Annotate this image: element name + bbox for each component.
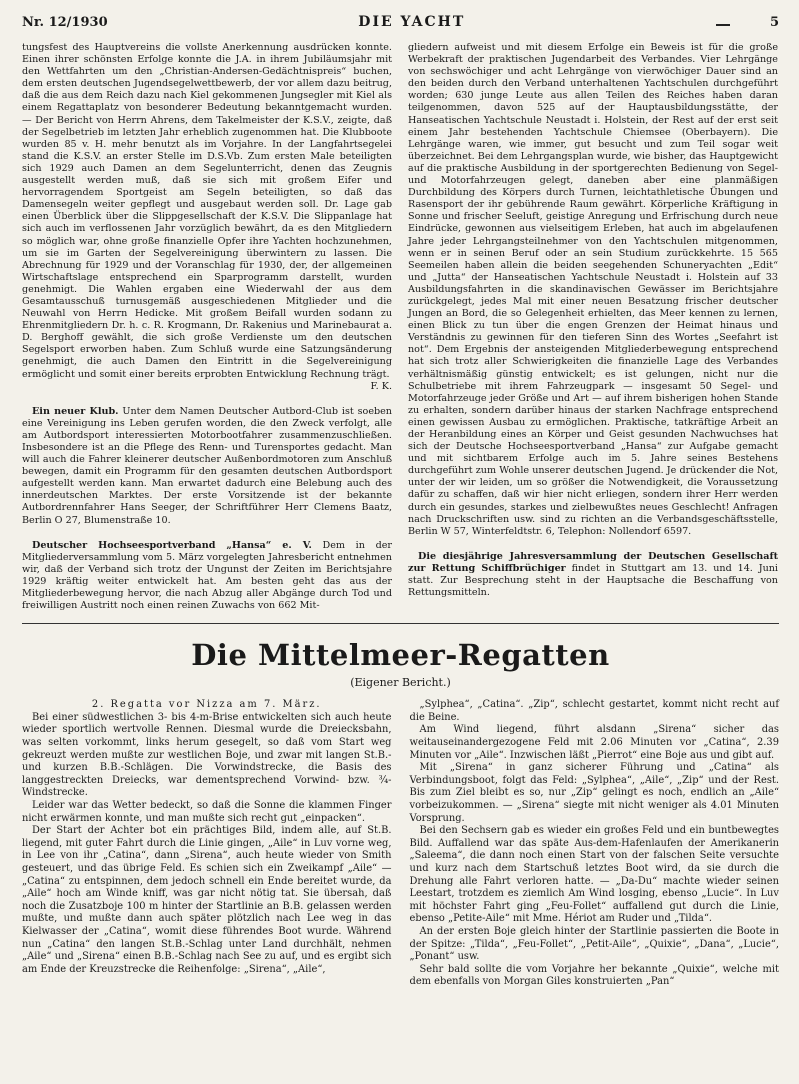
article-paragraph: Der Start der Achter bot ein prächtiges Bild, indem alle, auf St.B. liegend, mit guter Fahrt durch die Linie gingen, „Aile“ in Luv vorne weg, in Lee von ihr „Catina“, dann „Sirena“, auch heute wieder von Smith gesteuert, und das übrige Feld. Es schien sich ein Zweikampf „Aile“ — „Catina“ zu entspinnen, dem jedoch schnell ein Ende bereitet wurde, da „Aile“ hoch am Winde kniff, was gar nicht nötig tat. Sie übersah, daß noch die Zusatzboje 100 m hinter der Startlinie an B.B. gelassen werden mußte, und mußte dann auch später plötzlich nach Lee weg in das Kielwasser der „Catina“, womit diese führendes Boot wurde. Während nun „Catina“ den langen St.B.-Schlag unter Land durchhält, nehmen „Aile“ und „Sirena“ einen B.B.-Schlag nach See zu auf, und es ergibt sich am Ende der Kreuzstrecke die Reihenfolge: „Sirena“, „Aile“, [22, 825, 392, 975]
author-initials: F. K. [370, 380, 392, 392]
article-paragraph: Bei den Sechsern gab es wieder ein großes Feld und ein buntbewegtes Bild. Auffallend war das späte Aus-dem-Hafenlaufen der Amerikanerin „Saleema“, die dann noch einen Start von der falschen Seite versuchte und kurz nach dem Startschuß letztes Boot wird, da sie durch die Drehung alle Fahrt verloren hatte. — „Da-Du“ machte wieder seinen Leestart, trotzdem es ziemlich Am Wind losging, ebenso „Lucie“. In Luv mit höchster Fahrt ging „Feu-Follet“ auffallend gut durch die Linie, ebenso „Petite-Aile“ mit Mme. Hériot am Ruder und „Tilda“. [409, 825, 779, 925]
article-paragraph: „Sylphea“, „Catina“. „Zip“, schlecht gestartet, kommt nicht recht auf die Beine. [409, 699, 779, 723]
hansa-paragraph [22, 540, 392, 613]
regatta-heading: 2. Regatta vor Nizza am 7. März. [91, 699, 322, 711]
article-paragraph: Bei einer südwestlichen 3- bis 4-m-Brise entwickelten sich auch heute wieder sportlich wertvolle Rennen. Diesmal wurde die Dreiecksbahn, was selten vorkommt, links herum gesegelt, so daß vom Start weg gekreuzt werden mußte zur westlichen Boje, und zwar mit langen St.B.- und kurzen B.B.-Schlägen. Die Vorwindstrecke, die Basis des langgestreckten Dreiecks, war dementsprechend Vorwind- bzw. ¾-Windstrecke. [22, 711, 392, 799]
new-club-heading: Ein neuer Klub. [32, 405, 119, 417]
article-paragraph: An der ersten Boje gleich hinter der Startlinie passierten die Boote in der Spitze: „Tilda“, „Feu-Follet“, „Petit-Aile“, „Quixie“, „Dana“, „Lucie“, „Ponant“ usw. [409, 925, 779, 963]
new-club-text: Unter dem Namen Deutscher Autbord-Club ist soeben eine Vereinigung ins Leben gerufen worden, die den Zweck verfolgt, alle am Autbordsport interessierten Motorbootfahrer zusammenzuschließen. Insbesondere ist an die Pflege des Renn- und Turensportes gedacht. Man will auch die Fahrer kleinerer deutscher Außenbordmotoren zum Anschluß bewegen, damit ein Programm für den gesamten deutschen Autbordsport aufgestellt werden kann. Man erwartet dadurch eine Belebung auch des innerdeutschen Marktes. Der erste Vorsitzende ist der bekannte Autbordrennfahrer Hans Seeger, der Schriftführer Herr Clemens Baatz, Berlin O 27, Blumenstraße 10. [22, 405, 392, 526]
kiel-report-paragraph: tungsfest des Hauptvereins die vollste Anerkennung ausdrücken konnte. Einen ihrer schönsten Erfolge konnte die J.A. in ihrem Jubiläumsjahr mit den Wettfahrten um den „Christian-Andersen-Gedächtnispreis“ buchen, dem ersten deutschen Jugendsegelwettbewerb, der vor allem dazu beitrug, daß die aus dem Reich dazu nach Kiel gekommenen Jungsegler mit Kiel als einem Regattaplatz von besonderer Bedeutung bekanntgemacht wurden. — Der Bericht von Herrn Ahrens, dem Takelmeister der K.S.V., zeigte, daß der Segelbetrieb im letzten Jahr erheblich zugenommen hat. Die Klubboote wurden 85 v. H. mehr benutzt als im Vorjahre. In der Langfahrtsegelei stand die K.S.V. an erster Stelle im D.S.Vb. Zum ersten Male beteiligten sich 1929 auch Damen an dem Segelunterricht, denen das Zeugnis ausgestellt werden muß, daß sie sich mit großem Eifer und hervorragendem Sportgeist am Segeln beteiligten, so daß das Damensegeln weiter gepflegt und ausgebaut werden soll. Dr. Lage gab einen Überblick über die Slippgesellschaft der K.S.V. Die Slippanlage hat sich auch im verflossenen Jahr vorzüglich bewährt, da es den Mitgliedern so möglich war, ohne große finanzielle Opfer ihre Yachten hochzunehmen, um sie im Garten der Segelvereinigung überwintern zu lassen. Die Abrechnung für 1929 und der Voranschlag für 1930, der, der allgemeinen Wirtschaftslage entsprechend ein Sparprogramm darstellt, wurden genehmigt. Die Wahlen ergaben eine Wiederwahl der aus dem Gesamtausschuß turnusgemäß ausgeschiedenen Mitglieder und die Neuwahl von Herrn Hedicke. Mit großem Beifall wurden sodann zu Ehrenmitgliedern Dr. h. c. R. Krogmann, Dr. Rakenius und Marinebaurat a. D. Berghoff gewählt, die sich große Verdienste um den deutschen Segelsport erworben haben. Zum Schluß wurde eine Satzungsänderung genehmigt, die auch Damen den Eintritt in die Segelvereinigung ermöglicht und somit einer bereits erprobten Entwicklung Rechnung trägt. [22, 42, 392, 380]
section-divider [22, 623, 779, 624]
page-header [22, 14, 779, 36]
rescue-society-text: findet in Stuttgart am 13. und 14. Juni statt. Zur Besprechung steht in der Hauptsache die Beschaffung von Rettungsmitteln. [408, 562, 778, 599]
issue-number: Nr. 12/1930 [22, 15, 108, 30]
article-paragraph: Sehr bald sollte die vom Vorjahre her bekannte „Quixie“, welche mit dem ebenfalls von Morgan Giles konstruierten „Pan“ [409, 963, 779, 988]
article-paragraph: Mit „Sirena“ in ganz sicherer Führung und „Catina“ als Verbindungsboot, folgt das Feld: „Sylphea“, „Aile“, „Zip“ und der Rest. Bis zum Ziel bleibt es so, nur „Zip“ gelingt es noch, endlich an „Aile“ vorbeizukommen. — „Sirena“ siegte mit nicht weniger als 4.01 Minuten Vorsprung. [409, 762, 779, 824]
right-column [408, 42, 778, 612]
header-dash [716, 24, 730, 26]
article-left-column [22, 699, 392, 989]
article-right-column [410, 699, 780, 989]
article-paragraph: Am Wind liegend, führt alsdann „Sirena“ sicher das weitauseinandergezogene Feld mit 2.06 Minuten vor „Catina“, 2.39 Minuten vor „Aile“. Inzwischen läßt „Pierrot“ eine Boje aus und gibt auf. [409, 724, 779, 761]
article-title: Die Mittelmeer-Regatten [191, 638, 610, 673]
news-columns [22, 42, 779, 612]
hansa-heading: Deutscher Hochseesportverband „Hansa“ e. V. [32, 539, 312, 551]
left-column [22, 42, 392, 612]
hansa-text: Dem in der Mitgliederversammlung vom 5. März vorgelegten Jahresbericht entnehmen wir, daß der Verband sich trotz der Ungunst der Zeiten im Berichtsjahre 1929 kräftig weiter entwickelt hat. Am besten geht das aus der Mitgliederbewegung hervor, die nach Abzug aller Abgänge durch Tod und freiwilligen Austritt noch einen reinen Zuwachs von 662 Mit- [22, 539, 392, 612]
hansa-continued-paragraph: gliedern aufweist und mit diesem Erfolge ein Beweis ist für die große Werbekraft der praktischen Jugendarbeit des Verbandes. Vier Lehrgänge von sechswöchiger und acht Lehrgänge von vierwöchiger Dauer sind an den beiden durch den Verband unterhaltenen Yachtschulen durchgeführt worden; 630 junge Leute aus allen Teilen des Reiches haben daran teilgenommen, davon 525 auf der Hauptausbildungsstätte, der Hanseatischen Yachtschule Neustadt i. Holstein, der Rest auf der erst seit einem Jahr bestehenden Yachtschule Chiemsee (Oberbayern). Die Lehrgänge waren, wie immer, gut besucht und zum Teil sogar weit überzeichnet. Bei dem Lehrgangsplan wurde, wie bisher, das Hauptgewicht auf die praktische Ausbildung in der sportgerechten Bedienung von Segel- und Motorfahrzeugen gelegt, daneben aber eine planmäßigen Durchbildung des Körpers durch Turnen, leichtathletische Übungen und Rasensport der ihr gebührende Raum gewährt. Körperliche Kräftigung in Sonne und frischer Seeluft, geistige Anregung und Erfrischung durch neue Eindrücke, gewonnen aus vielseitigem Erleben, hat auch im abgelaufenen Jahre jeder Lehrgangsteilnehmer von den Yachtschulen mitgenommen, wenn er in seinen Beruf oder an sein Studium zurückkehrte. 15 565 Seemeilen haben allein die beiden seegehenden Schuneryachten „Edit“ und „Jutta“ der Hanseatischen Yachtschule Neustadt i. Holstein auf 33 Ausbildungsfahrten in die skandinavischen Gewässer im Berichtsjahre zurückgelegt, jedes Mal mit einer neuen Besatzung frischer deutscher Jungen an Bord, die so Gelegenheit erhielten, das Meer kennen zu lernen, einen Blick zu tun über die engen Grenzen der Heimat hinaus und Verständnis zu gewinnen für den tieferen Sinn des Wortes „Seefahrt ist not“. Dem Ergebnis der ansteigenden Mitgliederbewegung entsprechend hat sich trotz aller Schwierigkeiten die finanzielle Lage des Verbandes verhältnismäßig günstig entwickelt; es ist gelungen, nicht nur die Schulbetriebe mit ihrem Fahrzeugpark — insgesamt 50 Segel- und Motorfahrzeuge jeder Größe und Art — auf ihrem bisherigen hohen Stande zu erhalten, sondern darüber hinaus der starken Nachfrage entsprechend einen gewissen Ausbau zu ermöglichen. Praktische, tatkräftige Arbeit an der Heranbildung eines an Körper und Geist gesunden Nachwuchses hat sich der Deutsche Hochseesportverband „Hansa“ zur Aufgabe gemacht und mit sichtbarem Erfolge auch im 5. Jahre seines Bestehens durchgeführt zum Wohle unserer deutschen Jugend. Je drückender die Not, unter der wir leiden, um so größer die Notwendigkeit, die Voraussetzung dafür zu schaffen, daß wir hier nicht erliegen, sondern ihrer Herr werden durch ein gesundes, starkes und zielbewußtes neues Geschlecht! Anfragen nach Druckschriften usw. sind zu richten an die Verbandsgeschäftsstelle, Berlin W 57, Winterfeldtstr. 6, Telephon: Nollendorf 6597. [408, 42, 778, 537]
rescue-society-paragraph [408, 551, 778, 599]
article-columns [22, 699, 779, 989]
page-number: 5 [769, 15, 779, 30]
article-subtitle: (Eigener Bericht.) [350, 676, 451, 690]
article-paragraph: Leider war das Wetter bedeckt, so daß die Sonne die klammen Finger nicht erwärmen konnte, und man mußte sich recht gut „einpacken“. [22, 799, 392, 824]
rescue-society-heading: Die diesjährige Jahresversammlung der Deutschen Gesellschaft zur Rettung Schiffbrüchiger [408, 550, 778, 574]
journal-title: DIE YACHT [358, 14, 466, 30]
new-club-paragraph [22, 406, 392, 527]
